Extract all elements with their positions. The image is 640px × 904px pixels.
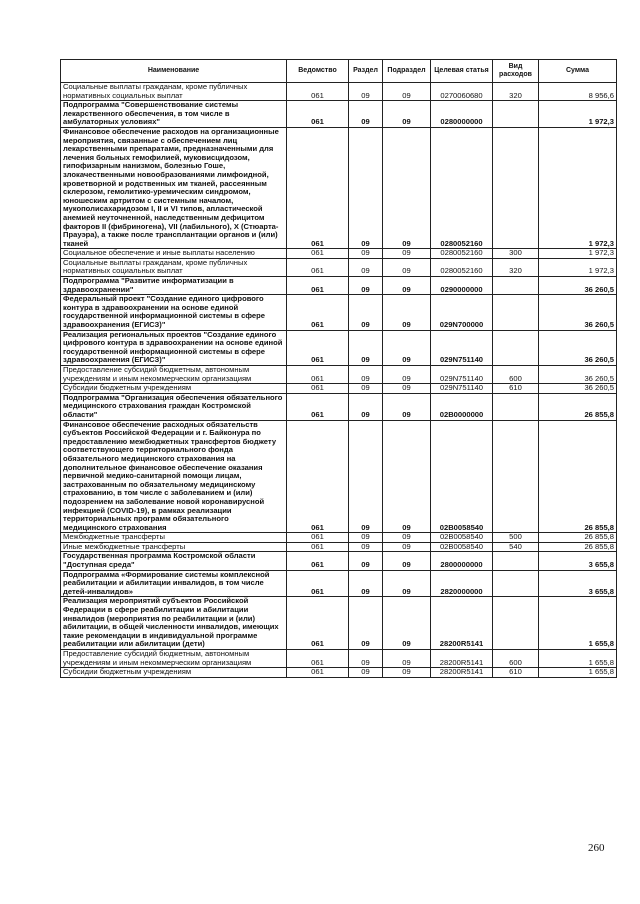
table-row xyxy=(61,258,617,276)
cell-section: 09 xyxy=(349,552,383,570)
cell-target-article: 0280052160 xyxy=(431,258,493,276)
table-row xyxy=(61,542,617,552)
table-row xyxy=(61,533,617,543)
cell-amount: 36 260,5 xyxy=(539,384,617,394)
cell-name: Субсидии бюджетным учреждениям xyxy=(61,668,287,678)
cell-amount: 1 655,8 xyxy=(539,650,617,668)
cell-section: 09 xyxy=(349,384,383,394)
cell-section: 09 xyxy=(349,83,383,101)
cell-name: Подпрограмма "Развитие информатизации в здравоохранении" xyxy=(61,277,287,295)
cell-expense-type xyxy=(493,570,539,597)
cell-target-article: 28200R5141 xyxy=(431,668,493,678)
table-row xyxy=(61,83,617,101)
cell-name: Иные межбюджетные трансферты xyxy=(61,542,287,552)
cell-section: 09 xyxy=(349,420,383,533)
header-name: Наименование xyxy=(61,60,287,83)
cell-subsection: 09 xyxy=(383,101,431,128)
cell-target-article: 2820000000 xyxy=(431,570,493,597)
cell-department: 061 xyxy=(287,384,349,394)
cell-expense-type xyxy=(493,330,539,365)
table-row xyxy=(61,249,617,259)
cell-department: 061 xyxy=(287,570,349,597)
cell-amount: 36 260,5 xyxy=(539,295,617,330)
table-body xyxy=(61,83,617,678)
cell-amount: 26 855,8 xyxy=(539,542,617,552)
cell-name: Подпрограмма "Совершенствование системы лекарственного обеспечения, в том числе в амбулаторных условиях" xyxy=(61,101,287,128)
cell-expense-type xyxy=(493,277,539,295)
cell-name: Социальные выплаты гражданам, кроме публичных нормативных социальных выплат xyxy=(61,83,287,101)
cell-target-article: 02В0058540 xyxy=(431,420,493,533)
cell-department: 061 xyxy=(287,258,349,276)
cell-expense-type: 610 xyxy=(493,668,539,678)
cell-subsection: 09 xyxy=(383,83,431,101)
cell-expense-type: 610 xyxy=(493,384,539,394)
cell-expense-type xyxy=(493,552,539,570)
cell-department: 061 xyxy=(287,127,349,248)
cell-section: 09 xyxy=(349,533,383,543)
cell-target-article: 02В0058540 xyxy=(431,533,493,543)
cell-name: Финансовое обеспечение расходных обязательств субъектов Российской Федерации и г. Байконура по предоставлению межбюджетных трансфертов бюджету соответствующего территориального фонда обязательного медицинского страхования на дополнительное финансовое обеспечение оказания первичной медико-санитарной помощи лицам, застрахованным по обязательному медицинскому страхованию, в том числе с заболеванием и (или) подозрением на заболевание новой коронавирусной инфекцией (COVID-19), в рамках реализации территориальных программ обязательного медицинского страхования xyxy=(61,420,287,533)
cell-target-article: 0280052160 xyxy=(431,127,493,248)
cell-subsection: 09 xyxy=(383,366,431,384)
cell-name: Социальное обеспечение и иные выплаты населению xyxy=(61,249,287,259)
table-header-row xyxy=(61,60,617,83)
cell-amount: 1 972,3 xyxy=(539,127,617,248)
cell-subsection: 09 xyxy=(383,552,431,570)
cell-name: Социальные выплаты гражданам, кроме публичных нормативных социальных выплат xyxy=(61,258,287,276)
cell-subsection: 09 xyxy=(383,127,431,248)
table-row xyxy=(61,101,617,128)
cell-amount: 3 655,8 xyxy=(539,570,617,597)
cell-department: 061 xyxy=(287,366,349,384)
cell-expense-type xyxy=(493,295,539,330)
table-row xyxy=(61,366,617,384)
cell-section: 09 xyxy=(349,277,383,295)
cell-department: 061 xyxy=(287,420,349,533)
cell-name: Предоставление субсидий бюджетным, автономным учреждениям и иным некоммерческим организациям xyxy=(61,366,287,384)
cell-department: 061 xyxy=(287,542,349,552)
cell-subsection: 09 xyxy=(383,384,431,394)
cell-subsection: 09 xyxy=(383,650,431,668)
cell-expense-type: 600 xyxy=(493,366,539,384)
cell-section: 09 xyxy=(349,366,383,384)
table-row xyxy=(61,295,617,330)
cell-section: 09 xyxy=(349,258,383,276)
cell-amount: 1 655,8 xyxy=(539,668,617,678)
cell-target-article: 0290000000 xyxy=(431,277,493,295)
cell-department: 061 xyxy=(287,597,349,650)
cell-subsection: 09 xyxy=(383,533,431,543)
cell-section: 09 xyxy=(349,668,383,678)
cell-expense-type xyxy=(493,597,539,650)
cell-section: 09 xyxy=(349,542,383,552)
cell-name: Предоставление субсидий бюджетным, автономным учреждениям и иным некоммерческим организациям xyxy=(61,650,287,668)
cell-amount: 26 855,8 xyxy=(539,533,617,543)
cell-department: 061 xyxy=(287,101,349,128)
cell-subsection: 09 xyxy=(383,597,431,650)
page-number: 260 xyxy=(588,842,605,854)
table-row xyxy=(61,330,617,365)
cell-amount: 1 972,3 xyxy=(539,101,617,128)
cell-name: Подпрограмма "Организация обеспечения обязательного медицинского страхования граждан Костромской области" xyxy=(61,393,287,420)
cell-amount: 26 855,8 xyxy=(539,393,617,420)
cell-target-article: 029N700000 xyxy=(431,295,493,330)
table-row xyxy=(61,650,617,668)
cell-target-article: 0270060680 xyxy=(431,83,493,101)
header-amount: Сумма xyxy=(539,60,617,83)
cell-amount: 36 260,5 xyxy=(539,330,617,365)
cell-amount: 1 655,8 xyxy=(539,597,617,650)
cell-subsection: 09 xyxy=(383,258,431,276)
cell-department: 061 xyxy=(287,393,349,420)
cell-section: 09 xyxy=(349,127,383,248)
cell-subsection: 09 xyxy=(383,393,431,420)
table-row xyxy=(61,420,617,533)
header-subsection: Подраздел xyxy=(383,60,431,83)
table-row xyxy=(61,277,617,295)
cell-expense-type xyxy=(493,393,539,420)
document-page xyxy=(60,59,616,678)
header-section: Раздел xyxy=(349,60,383,83)
cell-name: Финансовое обеспечение расходов на организационные мероприятия, связанные с обеспечением лиц лекарственными препаратами, предназначенными для лечения больных гемофилией, муковисцидозом, гипофизарным нанизмом, болезнью Гоше, злокачественными новообразованиями лимфоидной, кроветворной и родственных им тканей, рассеянным склерозом, гемолитико-уремическим синдромом, юношеским артритом с системным началом, мукополисахаридозом I, II и VI типов, апластической анемией неуточненной, наследственным дефицитом факторов II (фибриногена), VII (лабильного), X (Стюарта-Прауэра), а также после трансплантации органов и (или) тканей xyxy=(61,127,287,248)
table-row xyxy=(61,668,617,678)
cell-department: 061 xyxy=(287,249,349,259)
cell-name: Государственная программа Костромской области "Доступная среда" xyxy=(61,552,287,570)
cell-target-article: 029N751140 xyxy=(431,384,493,394)
cell-subsection: 09 xyxy=(383,249,431,259)
cell-amount: 8 956,6 xyxy=(539,83,617,101)
header-department: Ведомство xyxy=(287,60,349,83)
cell-name: Реализация региональных проектов "Создание единого цифрового контура в здравоохранении на основе единой государственной информационной системы в сфере здравоохранения (ЕГИСЗ)" xyxy=(61,330,287,365)
cell-section: 09 xyxy=(349,570,383,597)
table-row xyxy=(61,552,617,570)
cell-name: Федеральный проект "Создание единого цифрового контура в здравоохранении на основе единой государственной информационной системы в сфере здравоохранения (ЕГИСЗ)" xyxy=(61,295,287,330)
cell-section: 09 xyxy=(349,650,383,668)
cell-department: 061 xyxy=(287,277,349,295)
cell-expense-type xyxy=(493,101,539,128)
cell-target-article: 28200R5141 xyxy=(431,597,493,650)
cell-section: 09 xyxy=(349,249,383,259)
cell-target-article: 02В0058540 xyxy=(431,542,493,552)
cell-expense-type: 600 xyxy=(493,650,539,668)
cell-target-article: 0280000000 xyxy=(431,101,493,128)
header-expense-type: Вид расходов xyxy=(493,60,539,83)
cell-expense-type: 540 xyxy=(493,542,539,552)
cell-subsection: 09 xyxy=(383,542,431,552)
cell-department: 061 xyxy=(287,650,349,668)
table-row xyxy=(61,393,617,420)
cell-name: Подпрограмма «Формирование системы комплексной реабилитации и абилитации инвалидов, в том числе детей-инвалидов» xyxy=(61,570,287,597)
cell-section: 09 xyxy=(349,597,383,650)
cell-amount: 3 655,8 xyxy=(539,552,617,570)
cell-amount: 1 972,3 xyxy=(539,249,617,259)
cell-subsection: 09 xyxy=(383,570,431,597)
cell-expense-type: 500 xyxy=(493,533,539,543)
cell-subsection: 09 xyxy=(383,668,431,678)
cell-subsection: 09 xyxy=(383,295,431,330)
cell-amount: 1 972,3 xyxy=(539,258,617,276)
cell-name: Межбюджетные трансферты xyxy=(61,533,287,543)
cell-section: 09 xyxy=(349,295,383,330)
table-row xyxy=(61,127,617,248)
cell-amount: 36 260,5 xyxy=(539,366,617,384)
cell-department: 061 xyxy=(287,83,349,101)
table-row xyxy=(61,570,617,597)
budget-table xyxy=(60,59,617,678)
cell-amount: 36 260,5 xyxy=(539,277,617,295)
cell-expense-type: 320 xyxy=(493,83,539,101)
cell-subsection: 09 xyxy=(383,277,431,295)
table-row xyxy=(61,597,617,650)
cell-target-article: 28200R5141 xyxy=(431,650,493,668)
cell-subsection: 09 xyxy=(383,420,431,533)
cell-department: 061 xyxy=(287,533,349,543)
table-row xyxy=(61,384,617,394)
cell-target-article: 0280052160 xyxy=(431,249,493,259)
cell-section: 09 xyxy=(349,330,383,365)
cell-target-article: 029N751140 xyxy=(431,366,493,384)
cell-section: 09 xyxy=(349,393,383,420)
cell-subsection: 09 xyxy=(383,330,431,365)
cell-name: Реализация мероприятий субъектов Российской Федерации в сфере реабилитации и абилитации инвалидов (мероприятия по реабилитации и (или) абилитации, в общей численности инвалидов, имеющих такие рекомендации в индивидуальной программе реабилитации или абилитации (дети) xyxy=(61,597,287,650)
cell-amount: 26 855,8 xyxy=(539,420,617,533)
cell-name: Субсидии бюджетным учреждениям xyxy=(61,384,287,394)
cell-target-article: 029N751140 xyxy=(431,330,493,365)
cell-expense-type: 300 xyxy=(493,249,539,259)
header-target-article: Целевая статья xyxy=(431,60,493,83)
cell-department: 061 xyxy=(287,295,349,330)
cell-expense-type: 320 xyxy=(493,258,539,276)
cell-expense-type xyxy=(493,127,539,248)
cell-target-article: 02В0000000 xyxy=(431,393,493,420)
cell-target-article: 2800000000 xyxy=(431,552,493,570)
cell-department: 061 xyxy=(287,668,349,678)
cell-department: 061 xyxy=(287,330,349,365)
cell-section: 09 xyxy=(349,101,383,128)
cell-expense-type xyxy=(493,420,539,533)
cell-department: 061 xyxy=(287,552,349,570)
